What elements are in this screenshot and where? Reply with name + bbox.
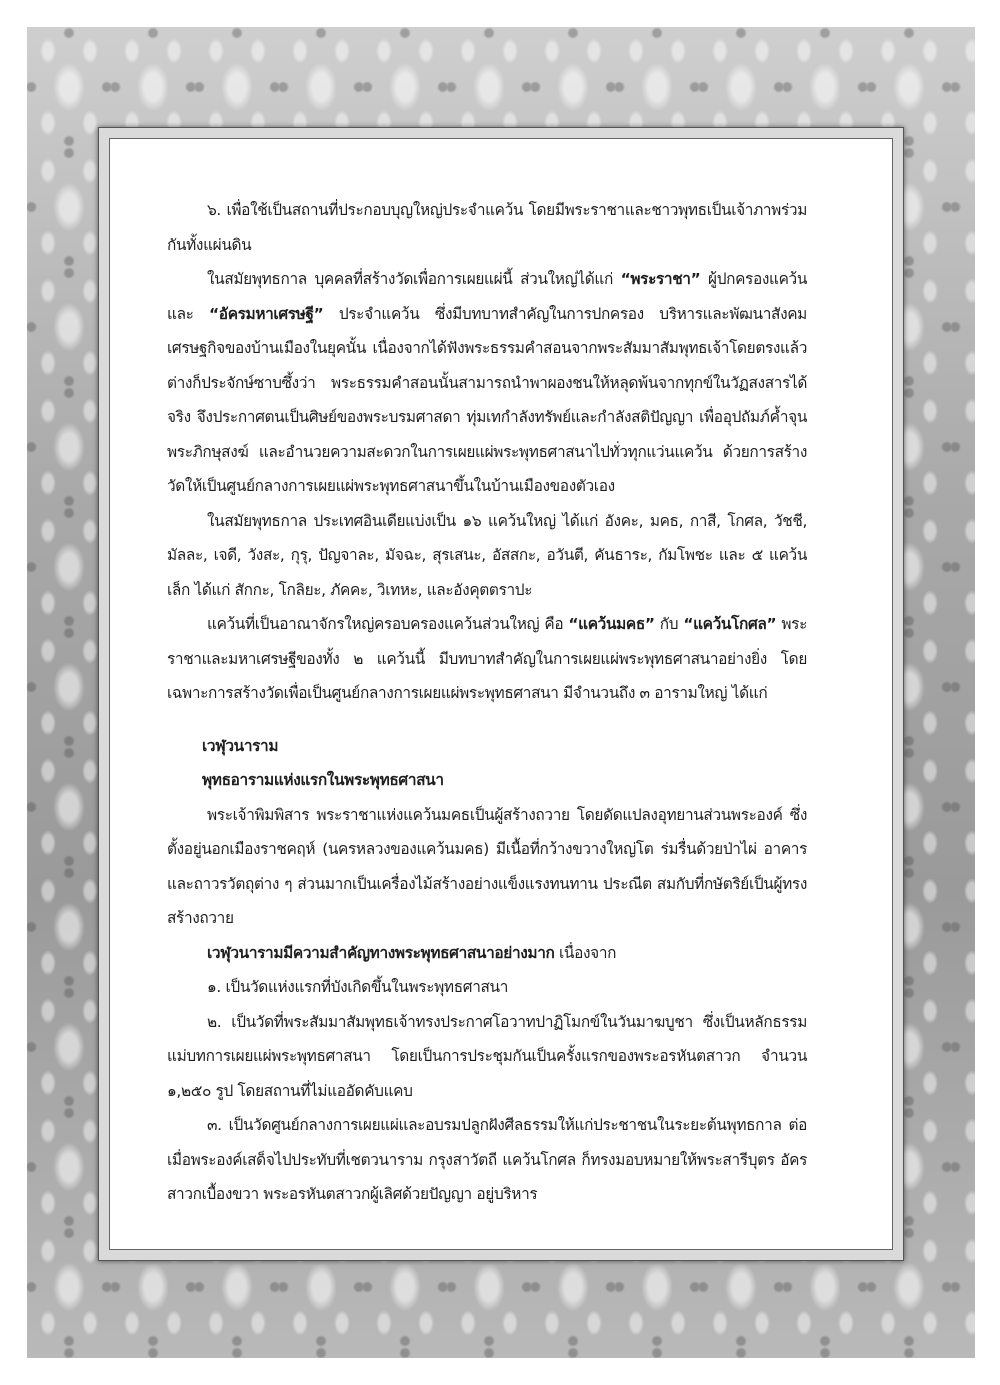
list-item-3: ๓. เป็นวัดศูนย์กลางการเผยแผ่และอบรมปลูกฝังศีลธรรมให้แก่ประชาชนในระยะต้นพุทธกาล ต่อเมื่อพระองค์เสด็จไปประทับที่เชตวนาราม กรุงสาวัตถี แคว้นโกศล ก็ทรงมอบหมายให้พระสารีบุตร อัครสาวกเบื้องขวา พระอรหันตสาวกผู้เลิศด้วยปัญญา อยู่บริหาร <box>167 1116 807 1203</box>
paragraph-importance <box>167 936 807 971</box>
text-run: แคว้นที่เป็นอาณาจักรใหญ่ครอบครองแคว้นส่วนใหญ่ คือ <box>207 615 569 633</box>
paragraph-item-6: ๖. เพื่อใช้เป็นสถานที่ประกอบบุญใหญ่ประจำแคว้น โดยมีพระราชาและชาวพุทธเป็นเจ้าภาพร่วมกันทั้งแผ่นดิน <box>167 201 807 254</box>
text-run: ในสมัยพุทธกาล บุคคลที่สร้างวัดเพื่อการเผยแผ่นี้ ส่วนใหญ่ได้แก่ <box>207 270 621 288</box>
list-item-1: ๑. เป็นวัดแห่งแรกที่บังเกิดขึ้นในพระพุทธศาสนา <box>207 978 508 996</box>
term-kosala: “แคว้นโกศล” <box>683 615 777 633</box>
text-run: ผู้ปกครองแคว้น และ <box>167 270 807 323</box>
text-run: พระราชาและมหาเศรษฐีของทั้ง ๒ แคว้นนี้ มีบทบาทสำคัญในการเผยแผ่พระพุทธศาสนาอย่างยิ่ง โดยเฉพาะการสร้างวัดเพื่อเป็นศูนย์กลางการเผยแผ่พระพุทธศาสนา มีจำนวนถึง ๓ อารามใหญ่ ได้แก่ <box>167 615 807 702</box>
text-run: ประจำแคว้น ซึ่งมีบทบาทสำคัญในการปกครอง บริหารและพัฒนาสังคมเศรษฐกิจของบ้านเมืองในยุคนั้น เนื่องจากได้ฟังพระธรรมคำสอนจากพระสัมมาสัมพุทธเจ้าโดยตรงแล้ว ต่างก็ประจักษ์ซาบซึ้งว่า พระธรรมคำสอนนั้นสามารถนำพาผองชนให้หลุดพ้นจากทุกข์ในวัฏสงสารได้จริง จึงประกาศตนเป็นศิษย์ของพระบรมศาสดา ทุ่มเทกำลังทรัพย์และกำลังสติปัญญา เพื่ออุปถัมภ์ค้ำจุนพระภิกษุสงฆ์ และอำนวยความสะดวกในการเผยแผ่พระพุทธศาสนาไปทั่วทุกแว่นแคว้น ด้วยการสร้างวัดให้เป็นศูนย์กลางการเผยแผ่พระพุทธศาสนาขึ้นในบ้านเมืองของตัวเอง <box>167 304 807 495</box>
text-run: กับ <box>654 615 684 633</box>
paragraph-veluvana-intro: พระเจ้าพิมพิสาร พระราชาแห่งแคว้นมคธเป็นผู้สร้างถวาย โดยดัดแปลงอุทยานส่วนพระองค์ ซึ่งตั้งอยู่นอกเมืองราชคฤห์ (นครหลวงของแคว้นมคธ) มีเนื้อที่กว้างขวางใหญ่โต ร่มรื่นด้วยป่าไผ่ อาคารและถาวรวัตถุต่าง ๆ ส่วนมากเป็นเครื่องไม้สร้างอย่างแข็งแรงทนทาน ประณีต สมกับที่กษัตริย์เป็นผู้ทรงสร้างถวาย <box>167 805 807 927</box>
importance-rest: เนื่องจาก <box>554 943 617 962</box>
paragraph-patrons <box>167 262 807 504</box>
term-king: “พระราชา” <box>620 270 701 288</box>
list-item-2: ๒. เป็นวัดที่พระสัมมาสัมพุทธเจ้าทรงประกาศโอวาทปาฏิโมกข์ในวันมาฆบูชา ซึ่งเป็นหลักธรรมแม่บทการเผยแผ่พระพุทธศาสนา โดยเป็นการประชุมกันเป็นครั้งแรกของพระอรหันตสาวก จำนวน ๑,๒๕๐ รูป โดยสถานที่ไม่แออัดคับแคบ <box>167 1012 807 1100</box>
body-text <box>167 193 807 1212</box>
section-heading: เวฬุวนาราม <box>202 736 279 755</box>
importance-bold: เวฬุวนารามมีความสำคัญทางพระพุทธศาสนาอย่างมาก <box>207 943 555 962</box>
section-subheading: พุทธอารามแห่งแรกในพระพุทธศาสนา <box>202 771 444 789</box>
paragraph-major-kingdoms <box>167 607 807 711</box>
term-magadha: “แคว้นมคธ” <box>568 615 655 633</box>
paragraph-sixteen-states: ในสมัยพุทธกาล ประเทศอินเดียแบ่งเป็น ๑๖ แคว้นใหญ่ ได้แก่ อังคะ, มคธ, กาสี, โกศล, วัชชี, มัลละ, เจดี, วังสะ, กุรุ, ปัญจาละ, มัจฉะ, สุรเสนะ, อัสสกะ, อวันตี, คันธาระ, กัมโพชะ และ ๕ แคว้นเล็ก ได้แก่ สักกะ, โกลิยะ, ภัคคะ, วิเทหะ, และอังคุตตราปะ <box>167 511 807 599</box>
term-great-millionaire: “อัครมหาเศรษฐี” <box>209 304 324 323</box>
